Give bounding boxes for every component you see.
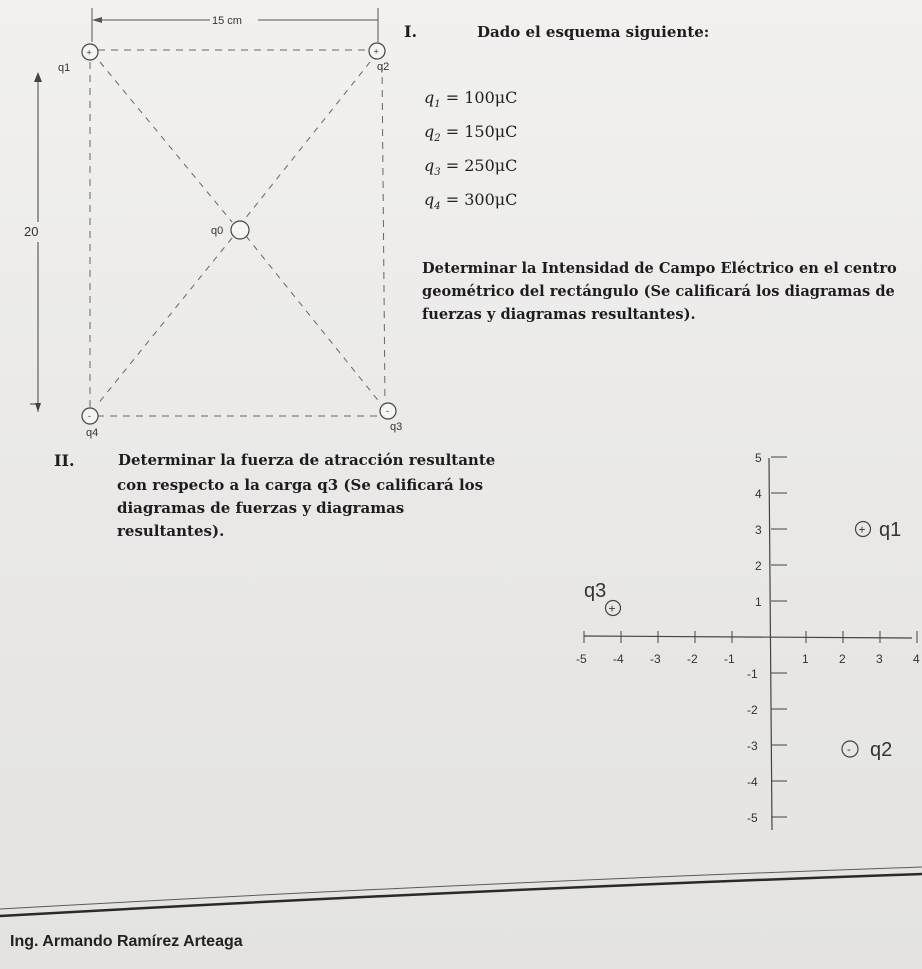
width-label: 15 cm <box>212 15 242 27</box>
y-tick-label: 4 <box>755 487 762 501</box>
section1-title: Dado el esquema siguiente: <box>477 23 710 41</box>
charge-q1 <box>58 44 98 74</box>
x-tick-label: 4 <box>913 652 920 666</box>
section2-line: diagramas de fuerzas y diagramas <box>117 499 405 517</box>
x-tick-label: -5 <box>576 652 587 666</box>
y-tick-label: -1 <box>747 667 758 681</box>
y-tick-label: -4 <box>747 775 758 789</box>
svg-text:+: + <box>858 522 866 537</box>
y-tick-label: 5 <box>755 451 762 465</box>
height-dimension <box>24 72 42 412</box>
svg-text:q1: q1 <box>58 62 71 74</box>
section2-text <box>117 474 483 543</box>
section1-line: geométrico del rectángulo (Se calificará los diagramas de <box>422 283 895 300</box>
plane-charge-q2 <box>842 739 892 761</box>
x-tick-label: -3 <box>650 652 661 666</box>
charge-q4 <box>82 408 98 439</box>
y-tick-label: 1 <box>755 595 762 609</box>
y-tick-label: 2 <box>755 559 762 573</box>
y-tick-label: -5 <box>747 811 758 825</box>
y-tick-label: 3 <box>755 523 762 537</box>
svg-text:q2: q2 <box>870 739 893 761</box>
svg-text:q3: q3 <box>584 580 607 602</box>
equation-q4: $q_4 = 300\mu C$ <box>424 190 518 213</box>
x-tick-label: -4 <box>613 652 624 666</box>
x-tick-label: 3 <box>876 652 883 666</box>
section2-number: II. <box>54 451 75 470</box>
x-tick-label: -1 <box>724 652 735 666</box>
section2-title: Determinar la fuerza de atracción resultante <box>118 451 496 469</box>
section2-line: resultantes). <box>117 522 225 540</box>
coordinate-plane <box>560 440 922 860</box>
plane-charge-q3 <box>584 580 621 616</box>
svg-text:+: + <box>86 47 92 58</box>
charge-q2 <box>369 43 389 73</box>
svg-text:-: - <box>847 744 851 756</box>
svg-text:q4: q4 <box>86 427 99 439</box>
rectangle-diagram <box>0 0 440 445</box>
y-axis <box>769 458 772 830</box>
charge-q0 <box>211 221 249 239</box>
plane-charge-q1 <box>856 519 902 541</box>
section1-line: fuerzas y diagramas resultantes). <box>422 306 696 323</box>
footer-rule <box>0 860 922 920</box>
x-tick-label: 2 <box>839 652 846 666</box>
y-tick-label: -3 <box>747 739 758 753</box>
svg-text:q2: q2 <box>377 61 390 73</box>
section1-line: Determinar la Intensidad de Campo Eléctrico en el centro <box>422 260 897 277</box>
svg-text:+: + <box>608 601 616 616</box>
width-dimension <box>92 8 378 42</box>
svg-text:-: - <box>386 406 389 416</box>
y-tick-label: -2 <box>747 703 758 717</box>
y-ticks <box>747 451 787 825</box>
svg-text:-: - <box>88 411 91 421</box>
height-label: 20 <box>24 224 39 239</box>
author-name: Ing. Armando Ramírez Arteaga <box>10 933 243 950</box>
equation-q2: $q_2 = 150\mu C$ <box>424 122 518 145</box>
charge-q3 <box>380 403 402 433</box>
equation-q1: $q_1 = 100\mu C$ <box>424 88 518 111</box>
section2-line: con respecto a la carga q3 (Se calificará los <box>117 476 484 494</box>
section1-number: I. <box>404 22 418 41</box>
equation-q3: $q_3 = 250\mu C$ <box>424 156 518 179</box>
svg-text:q1: q1 <box>879 519 902 541</box>
section1-text <box>422 257 897 326</box>
x-axis <box>584 636 912 638</box>
svg-text:q0: q0 <box>211 225 224 237</box>
x-tick-label: -2 <box>687 652 698 666</box>
x-tick-label: 1 <box>802 652 809 666</box>
svg-text:q3: q3 <box>390 421 403 433</box>
svg-text:+: + <box>373 46 379 57</box>
